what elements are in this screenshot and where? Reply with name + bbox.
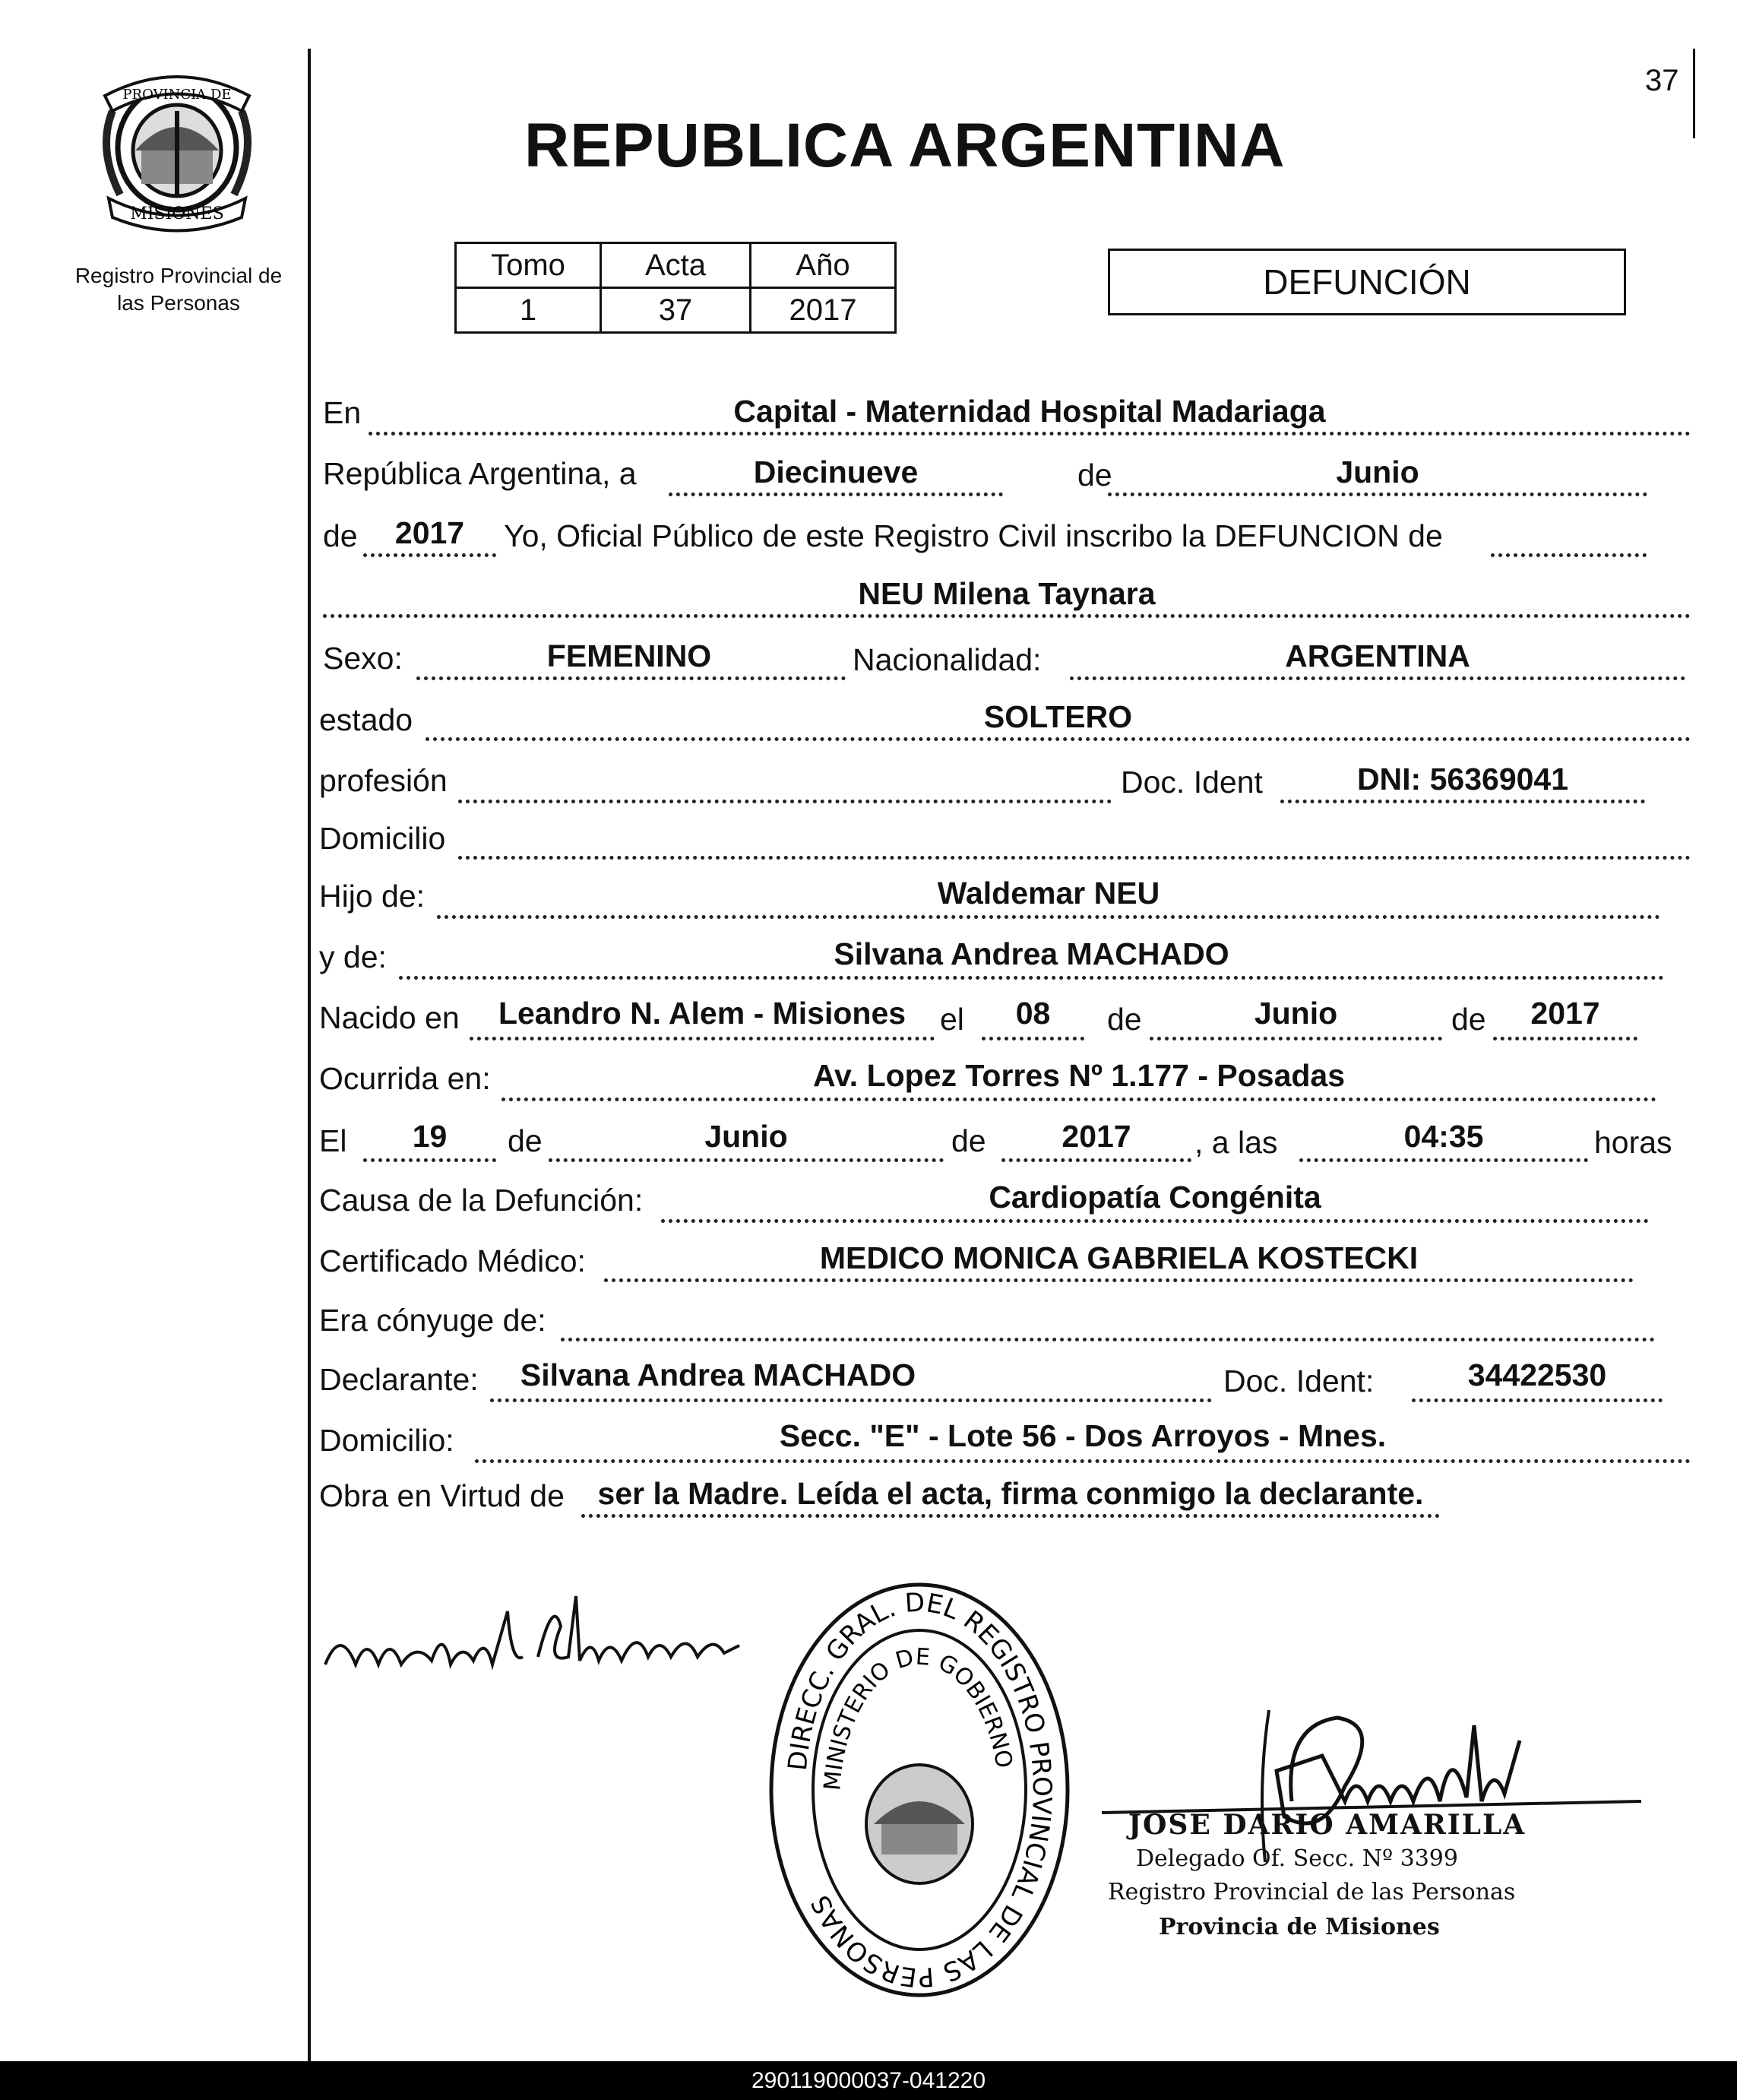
death-place-dots [501,1098,1656,1101]
causa-label: Causa de la Defunción: [319,1183,644,1218]
official-role: Delegado Of. Secc. Nº 3399 [1136,1845,1458,1872]
doc-ident2-dots [1412,1398,1663,1402]
registry-value-anio: 2017 [751,288,896,333]
certificado-value: MEDICO MONICA GABRIELA KOSTECKI [819,1240,1419,1275]
birth-year-dots [1493,1037,1637,1040]
death-month-dots [549,1158,944,1162]
doc-ident2-value: 34422530 [1467,1357,1607,1392]
de-label-3: de [1107,1002,1142,1037]
sexo-dots [416,676,846,680]
de-label-1: de [1077,458,1112,493]
organization-line2: las Personas [117,291,240,315]
logo-top-text: PROVINCIA DE [122,87,232,103]
birth-place-dots [470,1037,935,1040]
birth-month-dots [1150,1037,1442,1040]
mother-dots [399,976,1664,980]
profesion-label: profesión [319,763,448,798]
statement-dots [1491,553,1647,557]
day-words-dots [669,493,1003,496]
official-name: JOSE DARIO AMARILLA [1128,1809,1527,1841]
doc-ident-value: DNI: 56369041 [1356,762,1569,797]
yde-label: y de: [319,939,387,974]
death-day-value: 19 [412,1119,448,1154]
document-type-box: DEFUNCIÓN [1108,249,1626,315]
seal-inner-text-path: MINISTERIO DE GOBIERNO [819,1643,1017,1792]
declarante-dots [490,1398,1212,1402]
doc-ident-label: Doc. Ident [1121,765,1263,800]
certificado-dots [604,1278,1634,1282]
registry-value-tomo: 1 [456,288,601,333]
domicilio-dots [458,856,1691,860]
left-margin-line [308,49,311,2063]
estado-dots [426,737,1691,741]
conyuge-dots [561,1338,1655,1341]
de-label-6: de [951,1123,986,1158]
registry-seal-stamp [760,1573,1079,2007]
statement-text: Yo, Oficial Público de este Registro Civil inscribo la DEFUNCION de [504,518,1443,553]
birth-place-value: Leandro N. Alem - Misiones [498,996,906,1031]
el2-label: El [319,1123,347,1158]
death-year-value: 2017 [1062,1119,1131,1154]
certificado-label: Certificado Médico: [319,1243,586,1278]
conyuge-label: Era cónyuge de: [319,1303,546,1338]
nacido-label: Nacido en [319,1000,460,1035]
year-dots [363,553,496,557]
republica-label: República Argentina, a [323,456,637,491]
mother-value: Silvana Andrea MACHADO [834,936,1229,971]
father-dots [437,915,1660,919]
sexo-value: FEMENINO [546,638,712,673]
registry-header-row [456,243,896,288]
logo-bottom-text: MISIONES [130,204,224,223]
registry-value-acta: 37 [601,288,751,333]
declarant-signature [310,1581,781,1702]
estado-value: SOLTERO [983,699,1133,734]
birth-year-value: 2017 [1530,996,1600,1031]
seal-outer-text-path: DIRECC. GRAL. DEL REGISTRO PROVINCIAL DE LAS PERSONAS [782,1587,1058,1993]
hijo-label: Hijo de: [319,879,426,914]
page-title: REPUBLICA ARGENTINA [524,111,1286,180]
official-province: Provincia de Misiones [1159,1914,1440,1940]
registry-value-row [456,288,896,333]
right-margin-line [1693,49,1695,138]
domicilio-label: Domicilio [319,821,446,856]
de-label-4: de [1451,1002,1486,1037]
registry-header-anio: Año [751,243,896,288]
declarante-value: Silvana Andrea MACHADO [520,1357,916,1392]
en-value: Capital - Maternidad Hospital Madariaga [733,394,1326,429]
registry-header-acta: Acta [601,243,751,288]
causa-value: Cardiopatía Congénita [989,1180,1321,1215]
el-label: el [940,1002,964,1037]
father-value: Waldemar NEU [937,876,1160,911]
page-number: 37 [1645,64,1679,97]
death-place-value: Av. Lopez Torres Nº 1.177 - Posadas [812,1058,1346,1093]
nacionalidad-dots [1070,676,1685,680]
death-year-dots [1001,1158,1191,1162]
ocurrida-label: Ocurrida en: [319,1061,491,1096]
death-time-value: 04:35 [1403,1119,1484,1154]
registry-header-tomo: Tomo [456,243,601,288]
nacionalidad-label: Nacionalidad: [853,642,1042,677]
footer-document-code: 290119000037-041220 [0,2061,1737,2100]
profesion-dots [458,800,1112,803]
organization-name [46,262,312,317]
obra-value: ser la Madre. Leída el acta, firma conmigo la declarante. [597,1476,1424,1511]
obra-label: Obra en Virtud de [319,1478,565,1513]
year-value: 2017 [394,515,465,550]
organization-line1: Registro Provincial de [74,264,283,287]
de-label-2: de [323,518,358,553]
doc-ident2-label: Doc. Ident: [1223,1364,1375,1398]
month-dots [1108,493,1647,496]
birth-day-value: 08 [1015,996,1051,1031]
estado-label: estado [319,702,413,737]
obra-dots [581,1514,1440,1518]
declarante-label: Declarante: [319,1362,479,1397]
causa-dots [661,1219,1649,1223]
domicilio2-label: Domicilio: [319,1423,454,1458]
official-org: Registro Provincial de las Personas [1108,1879,1516,1905]
birth-month-value: Junio [1254,996,1338,1031]
death-day-dots [363,1158,496,1162]
day-words-value: Diecinueve [753,455,919,489]
death-time-dots [1299,1158,1588,1162]
deceased-name-value: NEU Milena Taynara [858,576,1156,611]
month-value: Junio [1336,455,1419,489]
death-month-value: Junio [704,1119,788,1154]
alas-label: , a las [1194,1125,1278,1160]
domicilio2-value: Secc. "E" - Lote 56 - Dos Arroyos - Mnes. [779,1418,1387,1453]
provincia-de-misiones-seal-logo [90,65,264,236]
de-label-5: de [508,1123,543,1158]
horas-label: horas [1594,1125,1672,1160]
registry-table [454,242,897,334]
en-label: En [323,395,362,430]
sexo-label: Sexo: [323,641,403,676]
nacionalidad-value: ARGENTINA [1285,638,1470,673]
doc-ident-dots [1280,800,1645,803]
domicilio2-dots [475,1459,1691,1463]
en-dots [369,432,1691,436]
deceased-name-dots [323,614,1691,618]
birth-day-dots [982,1037,1084,1040]
